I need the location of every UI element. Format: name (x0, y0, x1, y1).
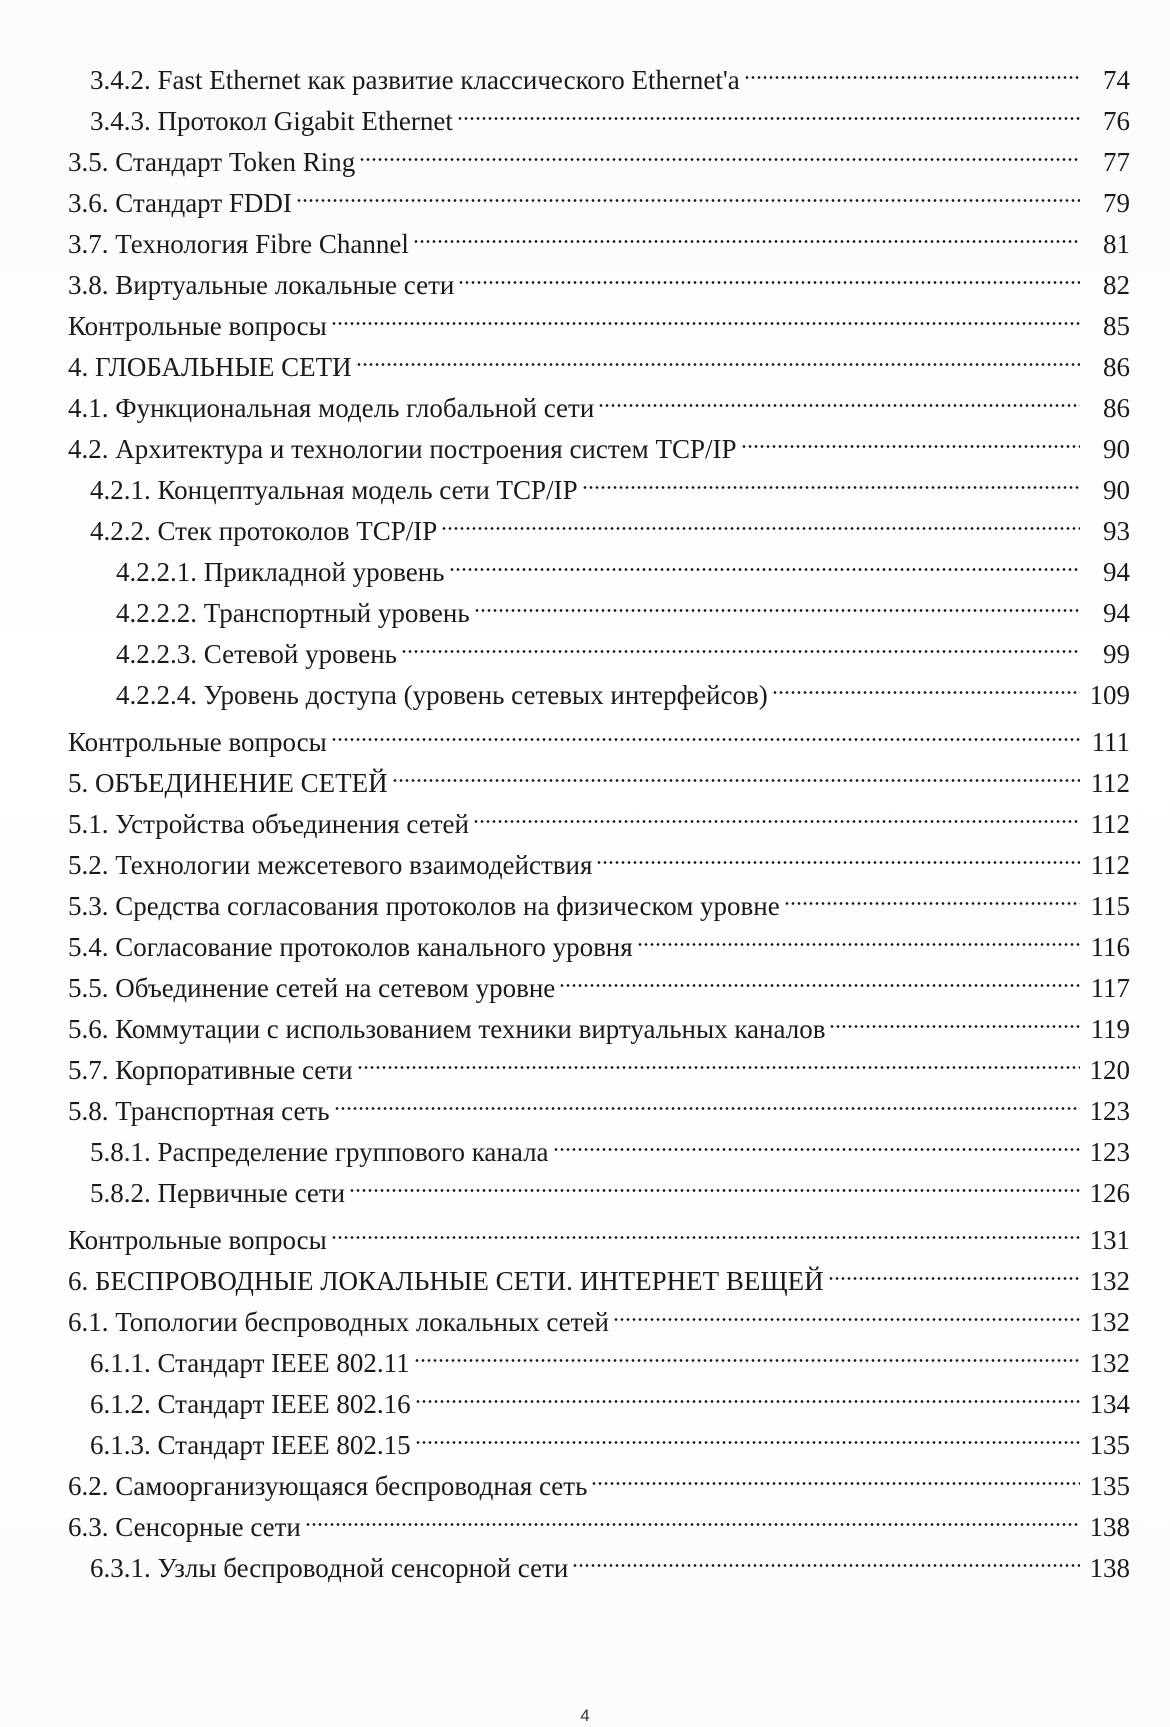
toc-entry-page: 81 (1103, 229, 1130, 259)
toc-entry-title: 6.1.1. Стандарт IEEE 802.11 (90, 1348, 410, 1378)
dot-leader (458, 253, 1080, 294)
dot-leader (613, 1290, 1080, 1331)
toc-entry-page: 119 (1090, 1014, 1130, 1044)
toc-entry (0, 1413, 1170, 1460)
toc-entry-page: 134 (1089, 1389, 1130, 1419)
toc-entry (0, 376, 1170, 423)
toc-entry (0, 458, 1170, 505)
toc-entry (0, 1372, 1170, 1419)
toc-entry (0, 335, 1170, 382)
toc-entry (0, 540, 1170, 587)
toc-entry-page: 112 (1090, 809, 1130, 839)
toc-entry-title: 3.8. Виртуальные локальные сети (68, 270, 455, 300)
toc-entry-title: 3.4.2. Fast Ethernet как развитие классического Ethernet'a (90, 65, 740, 95)
toc-entry (0, 294, 1170, 341)
toc-entry-title: 5.4. Согласование протоколов канального уровня (68, 932, 633, 962)
toc-entry-title: 5.8.1. Распределение группового канала (90, 1137, 549, 1167)
dot-leader (415, 1372, 1080, 1413)
toc-entry-page: 112 (1090, 850, 1130, 880)
toc-entry (0, 499, 1170, 546)
toc-entry-page: 120 (1089, 1055, 1130, 1085)
dot-leader (591, 1454, 1080, 1495)
toc-entry (0, 792, 1170, 839)
toc-entry (0, 1454, 1170, 1501)
toc-entry-title: 5. ОБЪЕДИНЕНИЕ СЕТЕЙ (68, 768, 388, 798)
dot-leader (559, 956, 1080, 997)
toc-entry-page: 86 (1103, 393, 1130, 423)
dot-leader (392, 751, 1080, 792)
toc-entry-page: 112 (1090, 768, 1130, 798)
toc-entry-page: 90 (1103, 434, 1130, 464)
toc-entry-title: 3.7. Технология Fibre Channel (68, 229, 409, 259)
toc-entry-page: 132 (1089, 1266, 1130, 1296)
toc-entry-title: 3.4.3. Протокол Gigabit Ethernet (90, 106, 453, 136)
dot-leader (401, 622, 1080, 663)
toc-entry-title: Контрольные вопросы (68, 311, 327, 341)
toc-entry (0, 751, 1170, 798)
dot-leader (572, 1536, 1080, 1577)
toc-entry-title: 4.2.1. Концептуальная модель сети TCP/IP (90, 475, 578, 505)
toc-entry-page: 135 (1089, 1471, 1130, 1501)
dot-leader (296, 171, 1080, 212)
toc-entry-page: 131 (1089, 1225, 1130, 1255)
toc-entry-page: 135 (1089, 1430, 1130, 1460)
toc-entry-title: 5.5. Объединение сетей на сетевом уровне (68, 973, 556, 1003)
toc-entry (0, 1495, 1170, 1542)
dot-leader (828, 1249, 1080, 1290)
dot-leader (449, 540, 1081, 581)
dot-leader (359, 130, 1080, 171)
dot-leader (598, 376, 1080, 417)
toc-entry (0, 1249, 1170, 1296)
dot-leader (473, 792, 1080, 833)
dot-leader (784, 874, 1080, 915)
dot-leader (741, 417, 1080, 458)
toc-entry-title: 4.2.2.4. Уровень доступа (уровень сетевых интерфейсов) (116, 680, 768, 710)
toc-entry-page: 126 (1089, 1178, 1130, 1208)
toc-entry-title: 4. ГЛОБАЛЬНЫЕ СЕТИ (68, 352, 352, 382)
dot-leader (829, 997, 1080, 1038)
dot-leader (331, 710, 1080, 751)
toc-entry (0, 663, 1170, 710)
toc-entry-page: 90 (1103, 475, 1130, 505)
toc-entry (0, 1331, 1170, 1378)
toc-entry-title: 4.2. Архитектура и технологии построения систем TCP/IP (68, 434, 737, 464)
dot-leader (457, 89, 1080, 130)
toc-entry-title: 5.7. Корпоративные сети (68, 1055, 353, 1085)
toc-entry-title: 3.6. Стандарт FDDI (68, 188, 292, 218)
toc-entry-title: Контрольные вопросы (68, 727, 327, 757)
toc-entry-title: 3.5. Стандарт Token Ring (68, 147, 356, 177)
toc-entry-page: 117 (1090, 973, 1130, 1003)
toc-entry-page: 86 (1103, 352, 1130, 382)
toc-entry-page: 99 (1103, 639, 1130, 669)
toc-entry (0, 1120, 1170, 1167)
toc-entry-title: 4.2.2.1. Прикладной уровень (116, 557, 445, 587)
toc-entry (0, 48, 1170, 95)
toc-entry-title: 6. БЕСПРОВОДНЫЕ ЛОКАЛЬНЫЕ СЕТИ. ИНТЕРНЕТ ВЕЩЕЙ (68, 1266, 824, 1296)
toc-entry-page: 79 (1103, 188, 1130, 218)
toc-entry (0, 1038, 1170, 1085)
dot-leader (331, 294, 1080, 335)
toc-entry-page: 132 (1089, 1348, 1130, 1378)
toc-entry-title: 6.1.2. Стандарт IEEE 802.16 (90, 1389, 411, 1419)
toc-entry-title: 5.6. Коммутации с использованием техники виртуальных каналов (68, 1014, 826, 1044)
toc-entry (0, 253, 1170, 300)
toc-entry (0, 212, 1170, 259)
toc-entry (0, 997, 1170, 1044)
toc-entry (0, 956, 1170, 1003)
dot-leader (334, 1079, 1080, 1120)
dot-leader (357, 1038, 1080, 1079)
dot-leader (349, 1161, 1080, 1202)
toc-entry (0, 710, 1170, 757)
toc-entry-title: 6.2. Самоорганизующаяся беспроводная сеть (68, 1471, 588, 1501)
toc-entry (0, 171, 1170, 218)
toc-entry-page: 138 (1089, 1512, 1130, 1542)
toc-entry-title: 4.2.2.2. Транспортный уровень (116, 598, 470, 628)
toc-entry-page: 94 (1103, 557, 1130, 587)
toc-entry-title: 6.3.1. Узлы беспроводной сенсорной сети (90, 1553, 569, 1583)
dot-leader (596, 833, 1080, 874)
toc-entry (0, 915, 1170, 962)
dot-leader (305, 1495, 1080, 1536)
toc-entry-title: 5.2. Технологии межсетевого взаимодействия (68, 850, 593, 880)
dot-leader (637, 915, 1080, 956)
page-number: 4 (580, 1706, 590, 1725)
toc-entry-page: 123 (1089, 1137, 1130, 1167)
dot-leader (415, 1413, 1080, 1454)
toc-entry (0, 581, 1170, 628)
table-of-contents (0, 48, 1170, 1583)
toc-entry-title: 5.3. Средства согласования протоколов на физическом уровне (68, 891, 780, 921)
toc-entry-page: 138 (1089, 1553, 1130, 1583)
toc-entry-page: 85 (1103, 311, 1130, 341)
toc-entry-title: 5.1. Устройства объединения сетей (68, 809, 469, 839)
toc-entry-page: 115 (1090, 891, 1130, 921)
toc-entry-title: 6.1. Топологии беспроводных локальных сетей (68, 1307, 609, 1337)
dot-leader (744, 48, 1080, 89)
toc-entry-title: 4.1. Функциональная модель глобальной сети (68, 393, 595, 423)
toc-entry-page: 93 (1103, 516, 1130, 546)
toc-entry (0, 89, 1170, 136)
toc-entry-page: 77 (1103, 147, 1130, 177)
toc-entry-page: 94 (1103, 598, 1130, 628)
toc-entry-title: 5.8.2. Первичные сети (90, 1178, 346, 1208)
toc-entry (0, 1079, 1170, 1126)
toc-entry (0, 1290, 1170, 1337)
toc-entry-page: 132 (1089, 1307, 1130, 1337)
toc-entry (0, 622, 1170, 669)
toc-entry-page: 109 (1089, 680, 1130, 710)
toc-entry-page: 116 (1090, 932, 1130, 962)
dot-leader (356, 335, 1080, 376)
toc-entry (0, 1536, 1170, 1583)
dot-leader (413, 212, 1080, 253)
dot-leader (474, 581, 1080, 622)
toc-entry-page: 123 (1089, 1096, 1130, 1126)
toc-entry (0, 874, 1170, 921)
toc-entry (0, 417, 1170, 464)
dot-leader (772, 663, 1080, 704)
toc-entry-page: 82 (1103, 270, 1130, 300)
toc-entry (0, 130, 1170, 177)
toc-entry-title: 4.2.2.3. Сетевой уровень (116, 639, 397, 669)
toc-entry-title: Контрольные вопросы (68, 1225, 327, 1255)
dot-leader (553, 1120, 1080, 1161)
toc-entry (0, 1161, 1170, 1208)
toc-entry-page: 74 (1103, 65, 1130, 95)
toc-entry (0, 1208, 1170, 1255)
toc-entry-title: 6.1.3. Стандарт IEEE 802.15 (90, 1430, 411, 1460)
toc-entry-title: 6.3. Сенсорные сети (68, 1512, 301, 1542)
dot-leader (582, 458, 1080, 499)
toc-entry (0, 833, 1170, 880)
toc-entry-page: 111 (1091, 727, 1130, 757)
dot-leader (331, 1208, 1080, 1249)
dot-leader (414, 1331, 1080, 1372)
dot-leader (441, 499, 1080, 540)
toc-entry-page: 76 (1103, 106, 1130, 136)
toc-entry-title: 4.2.2. Стек протоколов TCP/IP (90, 516, 438, 546)
toc-entry-title: 5.8. Транспортная сеть (68, 1096, 330, 1126)
